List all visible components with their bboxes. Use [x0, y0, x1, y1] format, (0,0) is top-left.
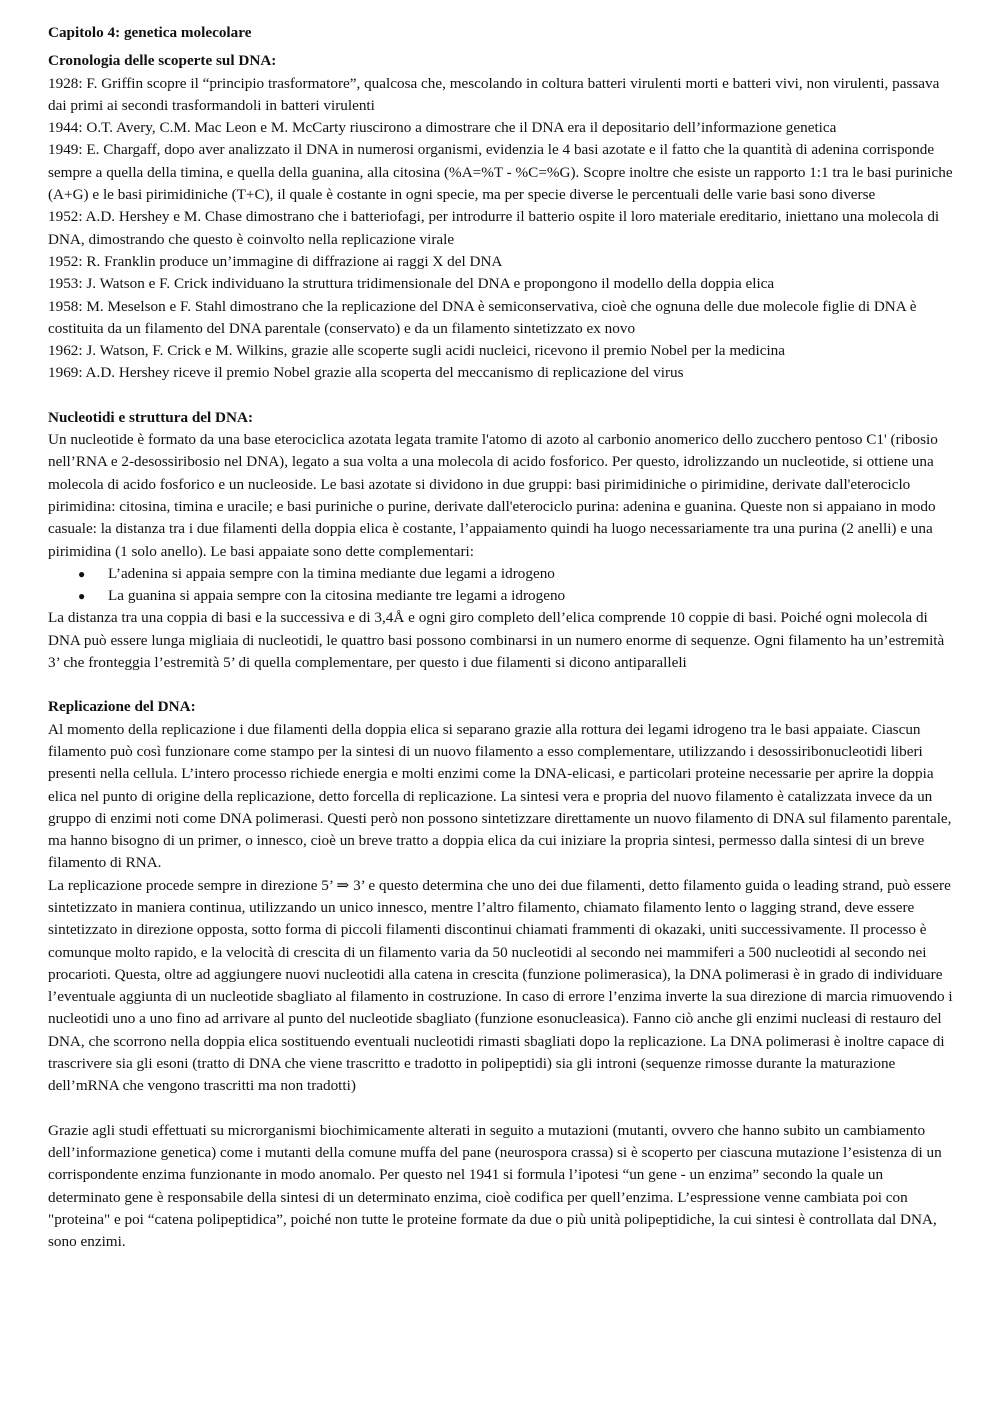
- timeline-entry: 1949: E. Chargaff, dopo aver analizzato il DNA in numerosi organismi, evidenzia le 4 basi azotate e il fatto che la quantità di adenina corrisponde sempre a quella della timina, e quella della guanina, alla citosina (%A=%T - %C=%G). Scopre inoltre che esiste un rapporto 1:1 tra le basi puriniche (A+G) e le basi pirimidiniche (T+C), il quale è costante in ogni specie, ma per specie diverse le percentuali delle varie basi sono diverse: [48, 141, 953, 204]
- nucleotides-outro: La distanza tra una coppia di basi e la successiva e di 3,4Å e ogni giro completo dell’elica comprende 10 coppie di basi. Poiché ogni molecola di DNA può essere lunga migliaia di nucleotidi, le quattro basi possono combinarsi in un numero enorme di sequenze. Ogni filamento ha un’estremità 3’ che fronteggia l’estremità 5’ di quella complementare, per questo i due filamenti si dicono antiparalleli: [48, 609, 945, 672]
- replication-title: Replicazione del DNA:: [48, 698, 196, 716]
- list-item: ● La guanina si appaia sempre con la citosina mediante tre legami a idrogeno: [108, 585, 954, 607]
- nucleotides-section: [48, 407, 954, 675]
- timeline-entry: 1928: F. Griffin scopre il “principio trasformatore”, qualcosa che, mescolando in coltura batteri virulenti morti e batteri vivi, non virulenti, passava dai primi ai secondi trasformandoli in batteri virulenti: [48, 74, 940, 114]
- timeline-entry: 1953: J. Watson e F. Crick individuano la struttura tridimensionale del DNA e propongono il modello della doppia elica: [48, 275, 775, 293]
- chapter-title: Capitolo 4: genetica molecolare: [48, 24, 252, 41]
- section-spacer: [48, 674, 954, 696]
- section-spacer: [48, 385, 954, 407]
- timeline-entry: 1969: A.D. Hershey riceve il premio Nobel grazie alla scoperta del meccanismo di replicazione del virus: [48, 364, 684, 382]
- list-item: ● L’adenina si appaia sempre con la timina mediante due legami a idrogeno: [108, 563, 954, 585]
- nucleotides-title: Nucleotidi e struttura del DNA:: [48, 408, 254, 426]
- timeline-entry: 1952: R. Franklin produce un’immagine di diffrazione ai raggi X del DNA: [48, 252, 503, 270]
- replication-paragraph: La replicazione procede sempre in direzione 5’ ⇒ 3’ e questo determina che uno dei due filamenti, detto filamento guida o leading strand, può essere sintetizzato in maniera continua, utilizzando un unico innesco, mentre l’altro filamento, chiamato filamento lento o lagging strand, deve essere sintetizzato in direzione opposta, sotto forma di piccoli filamenti discontinui chiamati frammenti di okazaki, uniti successivamente. Il processo è comunque molto rapido, e la velocità di crescita di un filamento varia da 50 nucleotidi al secondo nei mammiferi a 500 nucleotidi al secondo nei procarioti. Questa, oltre ad aggiungere nuovi nucleotidi alla catena in crescita (funzione polimerasica), la DNA polimerasi è in grado di individuare l’eventuale aggiunta di un nucleotide sbagliato al filamento in costruzione. In caso di errore l’enzima inverte la sua direzione di marcia rimuovendo i nucleotidi uno a uno fino ad arrivare al punto del nucleotide sbagliato (funzione esonucleasica). Fanno ciò anche gli enzimi nucleasi di restauro del DNA, che scorrono nella doppia elica sostituendo eventuali nucleotidi rimasti sbagliati dopo la replicazione. La DNA polimerasi è inoltre capace di trascrivere sia gli esoni (tratto di DNA che viene trascritto e tradotto in polipeptidi) sia gli introni (sequenze rimosse durante la maturazione dell’mRNA che vengono trascritti ma non tradotti): [48, 876, 953, 1095]
- timeline-entry: 1958: M. Meselson e F. Stahl dimostrano che la replicazione del DNA è semiconservativa, cioè che ognuna delle due molecole figlie di DNA è costituita da un filamento del DNA parentale (conservato) e da un filamento sintetizzato ex novo: [48, 297, 917, 337]
- base-pairing-list: [48, 563, 954, 608]
- replication-paragraph: Al momento della replicazione i due filamenti della doppia elica si separano grazie alla rottura dei legami idrogeno tra le basi appaiate. Ciascun filamento può così funzionare come stampo per la sintesi di un nuovo filamento a esso complementare, utilizzando i desossiribonucleotidi liberi presenti nella cellula. L’intero processo richiede energia e molti enzimi come la DNA-elicasi, e particolari proteine necessarie per aprire la doppia elica nel punto di origine della replicazione, detto forcella di replicazione. La sintesi vera e propria del nuovo filamento è catalizzata invece da un gruppo di enzimi noti come DNA polimerasi. Questi però non possono sintetizzare direttamente un nuovo filamento di DNA sul filamento parentale, ma hanno bisogno di un primer, o innesco, cioè un breve tratto a doppia elica da cui iniziare la propria sintesi, permesso dalla sintesi di un breve filamento di RNA.: [48, 720, 952, 872]
- timeline-section: [48, 50, 954, 384]
- timeline-entry: 1952: A.D. Hershey e M. Chase dimostrano che i batteriofagi, per introdurre il batterio ospite il loro materiale ereditario, iniettano una molecola di DNA, dimostrando che questo è coinvolto nella replicazione virale: [48, 208, 940, 248]
- gene-enzyme-section: [48, 1120, 954, 1254]
- timeline-entry: 1962: J. Watson, F. Crick e M. Wilkins, grazie alle scoperte sugli acidi nucleici, ricevono il premio Nobel per la medicina: [48, 342, 786, 360]
- replication-section: [48, 696, 954, 1097]
- gene-enzyme-paragraph: Grazie agli studi effettuati su microrganismi biochimicamente alterati in seguito a mutazioni (mutanti, ovvero che hanno subito un cambiamento dell’informazione genetica) come i mutanti della comune muffa del pane (neurospora crassa) si è scoperto per ciascuna mutazione l’esistenza di un corrispondente enzima funzionante in modo anomalo. Per questo nel 1941 si formula l’ipotesi “un gene - un enzima” secondo la quale un determinato gene è responsabile della sintesi di un determinato enzima, cioè codifica per quell’enzima. L’espressione venne cambiata poi con "proteina" e poi “catena polipeptidica”, poiché non tutte le proteine formate da due o più unità polipeptidiche, la cui sintesi è controllata dal DNA, sono enzimi.: [48, 1121, 942, 1251]
- nucleotides-intro: Un nucleotide è formato da una base eterociclica azotata legata tramite l'atomo di azoto al carbonio anomerico dello zucchero pentoso C1' (ribosio nell’RNA e 2-desossiribosio nel DNA), legato a sua volta a una molecola di acido fosforico. Per questo, idrolizzando un nucleotide, si ottiene una molecola di acido fosforico e un nucleoside. Le basi azotate si dividono in due gruppi: basi pirimidiniche o pirimidine, derivate dall'eterociclo pirimidina: citosina, timina e uracile; e basi puriniche o purine, derivate dall'eterociclo purina: adenina e guanina. Queste non si appaiano in modo casuale: la distanza tra i due filamenti della doppia elica è costante, l’appaiamento quindi ha luogo necessariamente tra una purina (2 anelli) e una pirimidina (1 solo anello). Le basi appaiate sono dette complementari:: [48, 431, 938, 560]
- timeline-title: Cronologia delle scoperte sul DNA:: [48, 52, 277, 70]
- document-page: [48, 22, 954, 1253]
- timeline-entry: 1944: O.T. Avery, C.M. Mac Leon e M. McCarty riuscirono a dimostrare che il DNA era il depositario dell’informazione genetica: [48, 119, 837, 137]
- section-spacer: [48, 1098, 954, 1120]
